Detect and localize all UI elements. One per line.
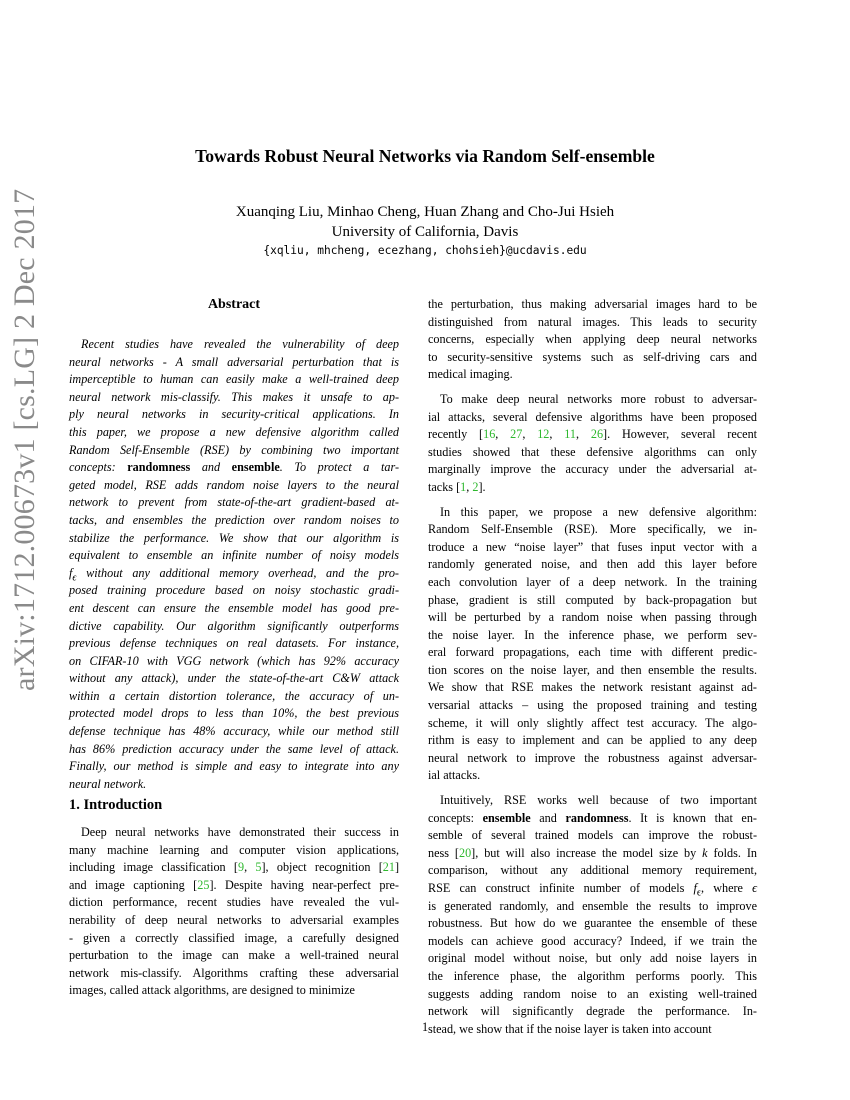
text-line: concepts: ensemble and randomness. It is known that en- <box>428 810 757 825</box>
arxiv-identifier: arXiv:1712.00673v1 [cs.LG] 2 Dec 2017 <box>8 188 41 691</box>
text-line: concepts: randomness and ensemble. To protect a tar- <box>69 460 400 475</box>
text-line: and image captioning [25]. Despite having near-perfect pre- <box>69 877 399 892</box>
text-line: the inference phase, the algorithm performs poorly. This <box>428 968 757 983</box>
abstract-body <box>69 336 399 793</box>
text-line: rithm is easy to implement and can be applied to any deep <box>428 733 757 748</box>
text-line: ness [20], but will also increase the model size by k folds. In <box>428 845 757 860</box>
text-line: defense technique has 48% accuracy, while our method still <box>69 724 399 739</box>
introduction-heading: 1. Introduction <box>69 797 163 813</box>
text-line: tion scores on the noise layer, and then ensemble the results. <box>428 662 757 677</box>
text-line: the noise layer. In the inference phase, we perform sev- <box>428 627 757 642</box>
right-column <box>428 0 757 1100</box>
text-line: medical imaging. <box>428 367 513 382</box>
text-line: ent descent can ensure the ensemble model has good pre- <box>69 600 399 615</box>
author-names: Xuanqing Liu, Minhao Cheng, Huan Zhang and Cho-Jui Hsieh <box>235 204 615 220</box>
text-line: original model without noise, but only add noise layers in <box>428 951 757 966</box>
text-line: without any attack), under the state-of-the-art C&W attack <box>69 671 399 686</box>
text-line: Deep neural networks have demonstrated their success in <box>81 825 399 839</box>
text-line: dictive capability. Our algorithm significantly outperforms <box>69 618 399 633</box>
text-line: on CIFAR-10 with VGG network (which has 92% accuracy <box>69 653 399 668</box>
text-line: neural network mis-classify. This makes it unsafe to ap- <box>69 389 399 404</box>
author-emails: {xqliu, mhcheng, ecezhang, chohsieh}@ucdavis.edu <box>263 244 587 257</box>
text-line: stead, we show that if the noise layer is taken into account <box>428 1021 712 1036</box>
paper-title: Towards Robust Neural Networks via Random Self-ensemble <box>195 146 655 166</box>
text-line: within a certain distortion tolerance, the accuracy of un- <box>69 688 399 703</box>
text-line: $f_\epsilon$ without any additional memory overhead, and the pro- <box>69 565 399 584</box>
text-line: RSE can construct infinite number of models $f_\epsilon$, where ϵ <box>428 881 757 899</box>
text-line: Intuitively, RSE works well because of two important <box>440 793 757 808</box>
text-line: perturbation to the image can make a well-trained neural <box>69 948 399 963</box>
text-line: robustness. But how do we guarantee the ensemble of these <box>428 916 757 931</box>
text-line: to security-sensitive systems such as self-driving cars and <box>428 349 757 364</box>
text-line: including image classification [9, 5], object recognition [21] <box>69 860 400 875</box>
text-line: diction performance, recent studies have revealed the vul- <box>69 895 399 910</box>
text-line: stabilize the performance. We show that our algorithm is <box>69 530 399 545</box>
paragraph <box>428 504 757 786</box>
text-line: geted model, RSE adds random noise layers to the neural <box>69 477 399 492</box>
text-line: tacks, and ensembles the prediction over random noises to <box>69 512 399 527</box>
text-line: posed training procedure based on noisy stochastic gradi- <box>69 583 399 598</box>
text-line: is generated randomly, and ensemble the results to improve <box>428 898 757 913</box>
paragraph <box>428 296 757 384</box>
text-line: network to prevent from state-of-the-art gradient-based at- <box>69 495 399 510</box>
text-line: nerability of deep neural networks to adversarial examples <box>69 912 399 927</box>
text-line: phase, gradient is still computed by back-propagation but <box>428 592 757 607</box>
text-line: versarial attacks – using the proposed training and testing <box>428 698 757 713</box>
text-line: randomly generated noise, and then add this layer before <box>428 557 757 572</box>
text-line: ial attacks. <box>428 768 481 783</box>
text-line: each convolution layer of a deep network. In the training <box>428 574 757 589</box>
text-line: Random Self-Ensemble (RSE). More specifically, we in- <box>428 522 757 537</box>
paragraph <box>428 391 757 497</box>
text-line: network mis-classify. Algorithms crafting these adversarial <box>69 965 399 980</box>
text-line: Random Self-Ensemble (RSE) by combining two important <box>69 442 399 457</box>
affiliation: University of California, Davis <box>331 224 519 240</box>
text-line: models can achieve good accuracy? Indeed, if we train the <box>428 933 757 948</box>
text-line: - given a correctly classified image, a carefully designed <box>69 930 399 945</box>
page-number: 1 <box>421 1020 429 1034</box>
text-line: marginally improve the accuracy under the adversarial at- <box>428 462 757 477</box>
text-line: the perturbation, thus making adversarial images hard to be <box>428 297 757 311</box>
text-line: troduce a new “noise layer” that fuses input vector with a <box>428 539 757 554</box>
text-line: In this paper, we propose a new defensive algorithm: <box>440 504 757 519</box>
text-line: images, called attack algorithms, are designed to minimize <box>69 983 355 998</box>
text-line: this paper, we propose a new defensive algorithm called <box>69 424 399 439</box>
text-line: distinguished from natural images. This leads to security <box>428 314 757 329</box>
text-line: has 86% prediction accuracy under the same level of attack. <box>69 741 399 756</box>
text-line: ply neural networks in security-critical applications. In <box>69 407 399 422</box>
abstract-heading: Abstract <box>207 297 261 312</box>
text-line: tacks [1, 2]. <box>428 479 486 494</box>
text-line: Finally, our method is simple and easy to integrate into any <box>69 759 399 774</box>
text-line: imperceptible to human can easily make a well-trained deep <box>69 372 399 387</box>
text-line: semble of several trained models can improve the robust- <box>428 828 757 843</box>
text-line: comparison, without any additional memory requirement, <box>428 863 757 878</box>
text-line: neural network. <box>69 776 147 791</box>
text-line: studies showed that these defensive algorithms can only <box>428 444 757 459</box>
text-line: concerns, especially when applying deep neural networks <box>428 332 757 347</box>
text-line: protected model drops to less than 10%, the best previous <box>69 706 399 721</box>
left-column <box>69 0 399 1100</box>
text-line: will be perturbed by a random noise when passing through <box>428 610 757 625</box>
paragraph <box>428 792 757 1038</box>
text-line: many machine learning and computer vision applications, <box>69 842 399 857</box>
text-line: neural network to improve the robustness against adversar- <box>428 750 757 765</box>
text-line: Recent studies have revealed the vulnerability of deep <box>81 337 399 351</box>
text-line: scheme, it will only slightly affect test accuracy. The algo- <box>428 715 757 730</box>
text-line: We show that RSE makes the network resistant against ad- <box>428 680 757 695</box>
text-line: equivalent to ensemble an infinite number of noisy models <box>69 548 399 563</box>
text-line: neural networks - A small adversarial perturbation that is <box>69 354 399 369</box>
text-line: ial attacks, several defensive algorithms have been proposed <box>428 409 757 424</box>
text-line: recently [16, 27, 12, 11, 26]. However, several recent <box>428 427 758 442</box>
text-line: eral forward propagations, each time with different predic- <box>428 645 757 660</box>
text-line: previous defense techniques on real datasets. For instance, <box>69 636 399 651</box>
introduction-body <box>69 824 399 1000</box>
text-line: network will significantly degrade the performance. In- <box>428 1004 757 1019</box>
right-column-body <box>428 296 757 1038</box>
text-line: suggests adding random noise to an existing well-trained <box>428 986 757 1001</box>
text-line: To make deep neural networks more robust to adversar- <box>440 391 757 406</box>
